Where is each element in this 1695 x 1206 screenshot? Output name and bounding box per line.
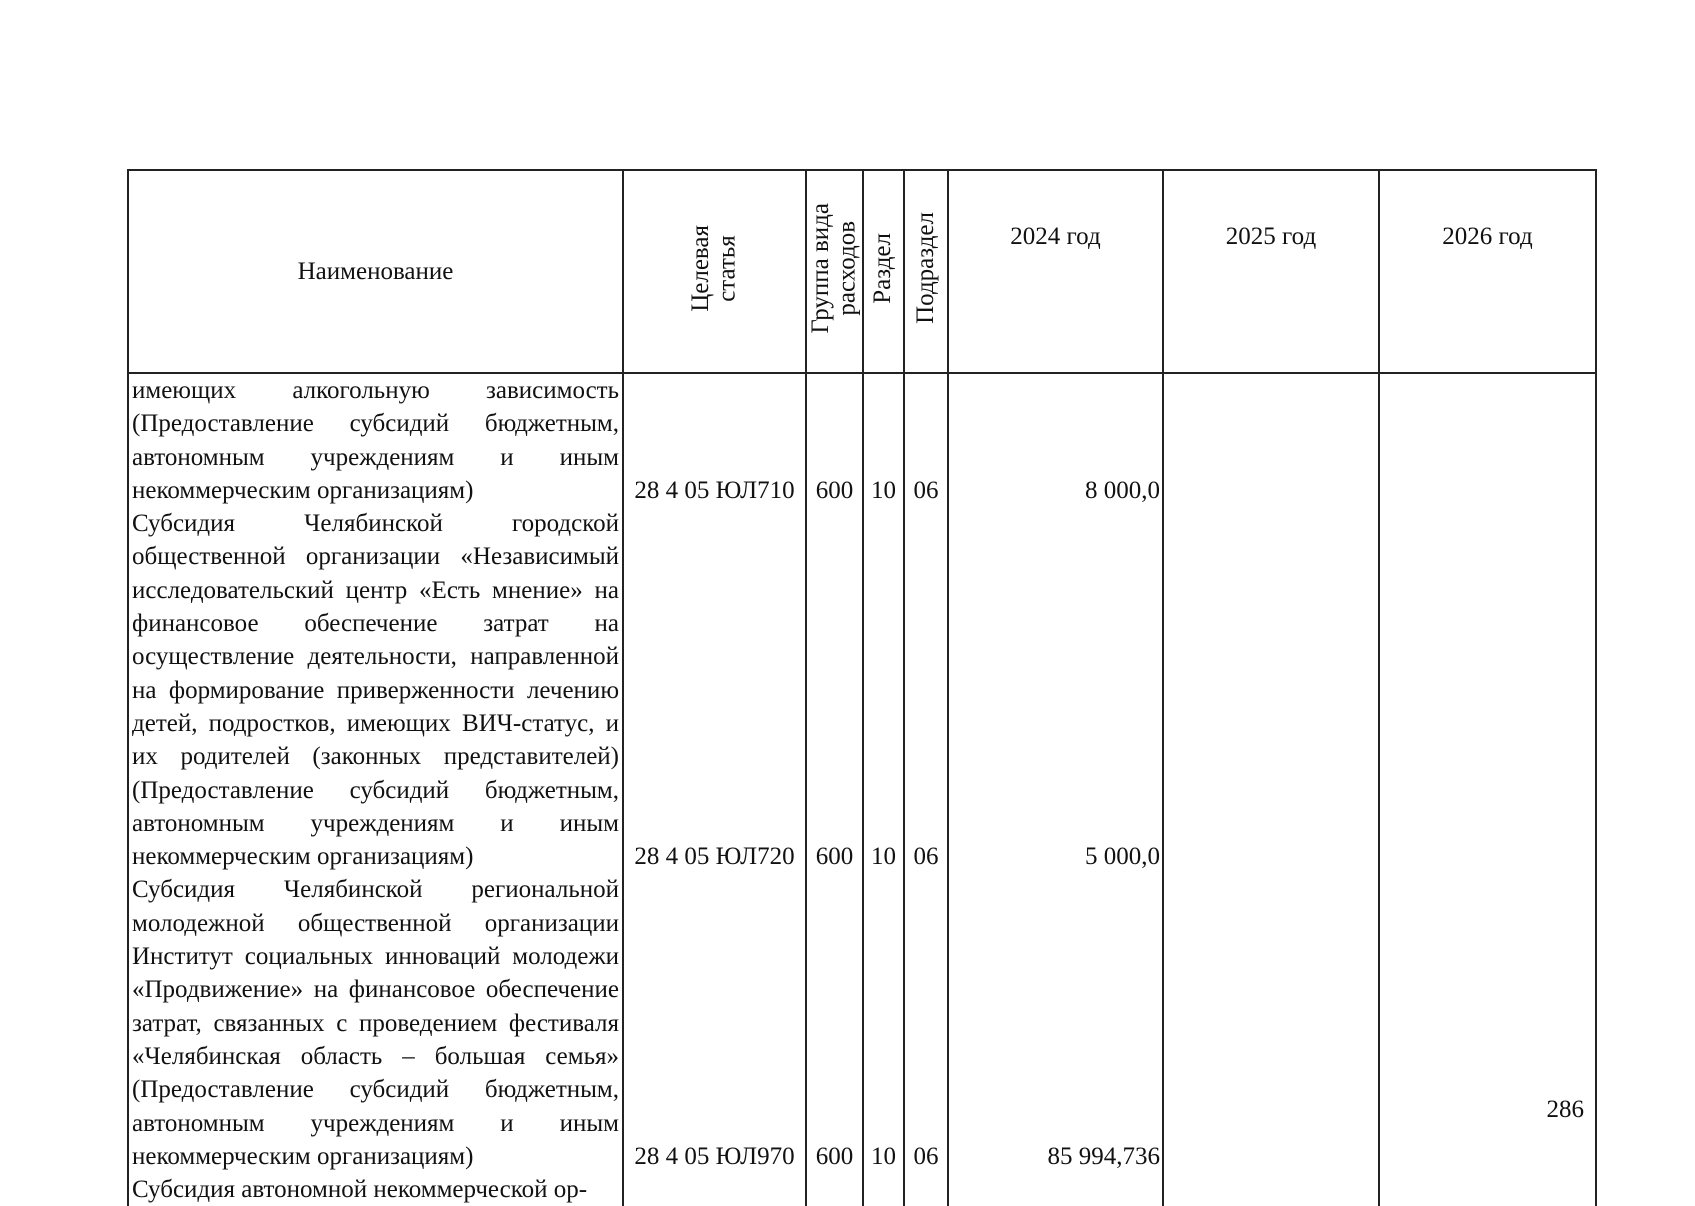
header-year-2026: 2026 год (1379, 170, 1596, 373)
page-number: 286 (1546, 1096, 1584, 1123)
row-name: имеющих алкогольную зависимость (Предоставление субсидий бюджетным, автономным учреждениям и иным некоммерческим организациям) (128, 373, 623, 507)
table-row (128, 873, 1596, 1173)
row-expense-group: 600 (806, 873, 863, 1173)
header-year-2024: 2024 год (948, 170, 1163, 373)
row-subsection (904, 1173, 948, 1206)
row-target-article: 28 4 05 ЮЛ710 (623, 373, 806, 507)
row-expense-group: 600 (806, 507, 863, 873)
header-target-article: Целевая статья (623, 170, 806, 373)
row-section: 10 (863, 373, 904, 507)
row-section: 10 (863, 507, 904, 873)
row-subsection: 06 (904, 873, 948, 1173)
header-expense-group: Группа вида расходов (806, 170, 863, 373)
row-expense-group: 600 (806, 373, 863, 507)
row-subsection: 06 (904, 507, 948, 873)
row-name: Субсидия Челябинской городской общественной организации «Независимый исследовательский центр «Есть мнение» на финансовое обеспечение затрат на осуществление деятельности, направленной на формирование приверженности лечению детей, подростков, имеющих ВИЧ-статус, и их родителей (законных представителей) (Предоставление субсидий бюджетным, автономным учреждениям и иным некоммерческим организациям) (128, 507, 623, 873)
header-year-2025: 2025 год (1163, 170, 1379, 373)
table-row (128, 507, 1596, 873)
row-amount-2026 (1379, 507, 1596, 873)
row-amount-2025 (1163, 873, 1379, 1173)
row-amount-2026 (1379, 373, 1596, 507)
row-name: Субсидия автономной некоммерческой ор- (128, 1173, 623, 1206)
row-amount-2026 (1379, 1173, 1596, 1206)
budget-table (127, 169, 1597, 1206)
row-target-article (623, 1173, 806, 1206)
row-target-article: 28 4 05 ЮЛ720 (623, 507, 806, 873)
row-name: Субсидия Челябинской региональной молодежной общественной организации Институт социальных инноваций молодежи «Продвижение» на финансовое обеспечение затрат, связанных с проведением фестиваля «Челябинская область – большая семья» (Предоставление субсидий бюджетным, автономным учреждениям и иным некоммерческим организациям) (128, 873, 623, 1173)
header-section: Раздел (863, 170, 904, 373)
row-amount-2025 (1163, 507, 1379, 873)
table-row (128, 1173, 1596, 1206)
row-amount-2024 (948, 1173, 1163, 1206)
row-subsection: 06 (904, 373, 948, 507)
row-target-article: 28 4 05 ЮЛ970 (623, 873, 806, 1173)
row-amount-2024: 85 994,736 (948, 873, 1163, 1173)
row-expense-group (806, 1173, 863, 1206)
header-name: Наименование (128, 170, 623, 373)
header-subsection: Подраздел (904, 170, 948, 373)
table-row (128, 373, 1596, 507)
row-amount-2025 (1163, 1173, 1379, 1206)
row-section: 10 (863, 873, 904, 1173)
row-section (863, 1173, 904, 1206)
row-amount-2025 (1163, 373, 1379, 507)
row-amount-2024: 8 000,0 (948, 373, 1163, 507)
table-header-row (128, 170, 1596, 373)
row-amount-2026 (1379, 873, 1596, 1173)
row-amount-2024: 5 000,0 (948, 507, 1163, 873)
